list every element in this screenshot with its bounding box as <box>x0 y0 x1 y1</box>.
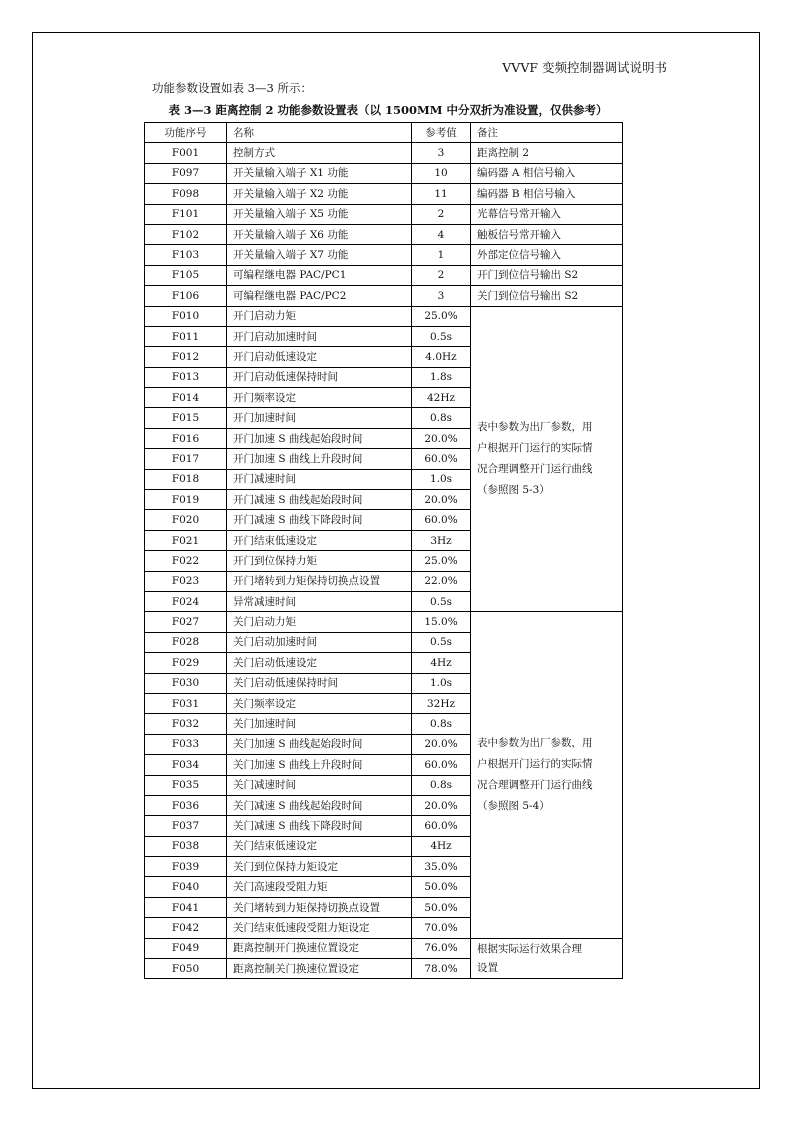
param-value: 35.0% <box>412 857 471 877</box>
param-code: F022 <box>145 551 227 571</box>
param-note: 编码器 B 相信号输入 <box>471 184 623 204</box>
note-line: （参照图 5-3） <box>477 483 550 496</box>
table-row <box>145 143 623 163</box>
column-header-value: 参考值 <box>412 123 471 143</box>
param-code: F029 <box>145 653 227 673</box>
param-code: F101 <box>145 204 227 224</box>
note-line: 户根据开门运行的实际情 <box>477 758 593 770</box>
note-line: 况合理调整开门运行曲线 <box>477 779 593 791</box>
table-row <box>145 224 623 244</box>
param-name: 可编程继电器 PAC/PC1 <box>227 265 412 285</box>
param-code: F015 <box>145 408 227 428</box>
param-value: 50.0% <box>412 897 471 917</box>
param-note: 距离控制 2 <box>471 143 623 163</box>
param-name: 开门加速 S 曲线上升段时间 <box>227 449 412 469</box>
table-caption: 表 3—3 距离控制 2 功能参数设置表（以 1500MM 中分双折为准设置，仅供参考） <box>168 103 608 117</box>
param-name: 距离控制开门换速位置设定 <box>227 938 412 958</box>
param-code: F032 <box>145 714 227 734</box>
table-row <box>145 306 623 326</box>
param-name: 关门结束低速段受阻力矩设定 <box>227 918 412 938</box>
param-value: 10 <box>412 163 471 183</box>
param-code: F103 <box>145 245 227 265</box>
param-value: 15.0% <box>412 612 471 632</box>
param-code: F042 <box>145 918 227 938</box>
param-name: 开关量输入端子 X1 功能 <box>227 163 412 183</box>
param-value: 0.5s <box>412 326 471 346</box>
param-value: 25.0% <box>412 306 471 326</box>
merged-note <box>471 306 623 612</box>
param-code: F031 <box>145 693 227 713</box>
param-code: F027 <box>145 612 227 632</box>
param-name: 开门减速 S 曲线下降段时间 <box>227 510 412 530</box>
param-code: F033 <box>145 734 227 754</box>
param-value: 2 <box>412 265 471 285</box>
param-value: 4.0Hz <box>412 347 471 367</box>
note-line: 根据实际运行效果合理 <box>477 942 582 955</box>
param-value: 20.0% <box>412 795 471 815</box>
document-header: VVVF 变频控制器调试说明书 <box>502 60 667 75</box>
param-name: 开门结束低速设定 <box>227 530 412 550</box>
param-code: F028 <box>145 632 227 652</box>
param-value: 42Hz <box>412 388 471 408</box>
param-value: 60.0% <box>412 449 471 469</box>
table-row <box>145 286 623 306</box>
param-code: F037 <box>145 816 227 836</box>
param-code: F035 <box>145 775 227 795</box>
param-name: 开门启动低速保持时间 <box>227 367 412 387</box>
param-name: 关门减速 S 曲线起始段时间 <box>227 795 412 815</box>
param-value: 1.0s <box>412 469 471 489</box>
param-value: 4Hz <box>412 653 471 673</box>
param-value: 78.0% <box>412 959 471 979</box>
param-value: 76.0% <box>412 938 471 958</box>
param-note: 编码器 A 相信号输入 <box>471 163 623 183</box>
note-line: 户根据开门运行的实际情 <box>477 441 593 454</box>
param-code: F039 <box>145 857 227 877</box>
column-header-note: 备注 <box>471 123 623 143</box>
param-note: 触板信号常开输入 <box>471 224 623 244</box>
param-note: 开门到位信号输出 S2 <box>471 265 623 285</box>
table-row <box>145 938 623 958</box>
param-value: 32Hz <box>412 693 471 713</box>
param-name: 开关量输入端子 X2 功能 <box>227 184 412 204</box>
param-name: 异常减速时间 <box>227 591 412 611</box>
param-name: 开门启动力矩 <box>227 306 412 326</box>
param-code: F020 <box>145 510 227 530</box>
param-name: 距离控制关门换速位置设定 <box>227 959 412 979</box>
param-value: 20.0% <box>412 734 471 754</box>
param-value: 2 <box>412 204 471 224</box>
param-value: 3 <box>412 286 471 306</box>
param-name: 关门启动加速时间 <box>227 632 412 652</box>
note-line: 表中参数为出厂参数，用 <box>477 420 593 433</box>
param-name: 关门加速 S 曲线上升段时间 <box>227 755 412 775</box>
param-name: 关门减速时间 <box>227 775 412 795</box>
param-name: 控制方式 <box>227 143 412 163</box>
param-name: 开关量输入端子 X7 功能 <box>227 245 412 265</box>
param-name: 关门高速段受阻力矩 <box>227 877 412 897</box>
param-value: 3Hz <box>412 530 471 550</box>
merged-note <box>471 938 623 979</box>
param-code: F001 <box>145 143 227 163</box>
param-code: F102 <box>145 224 227 244</box>
param-value: 20.0% <box>412 428 471 448</box>
table-row <box>145 265 623 285</box>
param-value: 22.0% <box>412 571 471 591</box>
param-code: F017 <box>145 449 227 469</box>
parameter-table <box>144 122 623 979</box>
param-name: 关门启动低速设定 <box>227 653 412 673</box>
param-value: 70.0% <box>412 918 471 938</box>
param-code: F098 <box>145 184 227 204</box>
param-code: F036 <box>145 795 227 815</box>
column-header-name: 名称 <box>227 123 412 143</box>
note-line: 表中参数为出厂参数，用 <box>477 737 593 749</box>
param-value: 3 <box>412 143 471 163</box>
param-value: 20.0% <box>412 490 471 510</box>
note-line: （参照图 5-4） <box>477 800 550 812</box>
param-value: 1 <box>412 245 471 265</box>
param-value: 0.5s <box>412 591 471 611</box>
note-line: 设置 <box>477 961 498 974</box>
intro-text: 功能参数设置如表 3—3 所示： <box>152 81 312 95</box>
param-code: F010 <box>145 306 227 326</box>
param-name: 开关量输入端子 X5 功能 <box>227 204 412 224</box>
param-name: 关门启动低速保持时间 <box>227 673 412 693</box>
table-row <box>145 612 623 632</box>
param-name: 可编程继电器 PAC/PC2 <box>227 286 412 306</box>
param-code: F106 <box>145 286 227 306</box>
param-value: 0.8s <box>412 714 471 734</box>
param-name: 关门结束低速设定 <box>227 836 412 856</box>
table-row <box>145 204 623 224</box>
param-value: 60.0% <box>412 510 471 530</box>
table-row <box>145 245 623 265</box>
param-name: 开门到位保持力矩 <box>227 551 412 571</box>
param-value: 0.8s <box>412 408 471 428</box>
note-line: 况合理调整开门运行曲线 <box>477 462 593 475</box>
param-code: F012 <box>145 347 227 367</box>
param-code: F014 <box>145 388 227 408</box>
param-value: 25.0% <box>412 551 471 571</box>
param-name: 开门减速时间 <box>227 469 412 489</box>
param-name: 开关量输入端子 X6 功能 <box>227 224 412 244</box>
table-row <box>145 163 623 183</box>
param-name: 关门频率设定 <box>227 693 412 713</box>
param-code: F019 <box>145 490 227 510</box>
param-code: F049 <box>145 938 227 958</box>
param-value: 0.8s <box>412 775 471 795</box>
param-name: 开门加速时间 <box>227 408 412 428</box>
param-name: 开门启动低速设定 <box>227 347 412 367</box>
param-name: 关门加速时间 <box>227 714 412 734</box>
param-name: 关门减速 S 曲线下降段时间 <box>227 816 412 836</box>
param-code: F041 <box>145 897 227 917</box>
param-code: F097 <box>145 163 227 183</box>
param-code: F034 <box>145 755 227 775</box>
param-value: 1.0s <box>412 673 471 693</box>
param-code: F038 <box>145 836 227 856</box>
param-name: 关门到位保持力矩设定 <box>227 857 412 877</box>
param-code: F016 <box>145 428 227 448</box>
param-name: 关门加速 S 曲线起始段时间 <box>227 734 412 754</box>
param-note: 外部定位信号输入 <box>471 245 623 265</box>
param-value: 4 <box>412 224 471 244</box>
table-header-row <box>145 123 623 143</box>
param-code: F050 <box>145 959 227 979</box>
param-code: F013 <box>145 367 227 387</box>
param-code: F040 <box>145 877 227 897</box>
param-value: 60.0% <box>412 755 471 775</box>
column-header-code: 功能序号 <box>145 123 227 143</box>
param-name: 开门频率设定 <box>227 388 412 408</box>
param-code: F011 <box>145 326 227 346</box>
param-code: F105 <box>145 265 227 285</box>
param-name: 开门减速 S 曲线起始段时间 <box>227 490 412 510</box>
param-value: 4Hz <box>412 836 471 856</box>
param-code: F023 <box>145 571 227 591</box>
param-value: 0.5s <box>412 632 471 652</box>
param-code: F024 <box>145 591 227 611</box>
param-name: 开门启动加速时间 <box>227 326 412 346</box>
table-row <box>145 184 623 204</box>
param-name: 开门加速 S 曲线起始段时间 <box>227 428 412 448</box>
merged-note <box>471 612 623 938</box>
param-note: 关门到位信号输出 S2 <box>471 286 623 306</box>
param-code: F021 <box>145 530 227 550</box>
table-body <box>145 143 623 979</box>
param-note: 光幕信号常开输入 <box>471 204 623 224</box>
param-name: 开门堵转到力矩保持切换点设置 <box>227 571 412 591</box>
param-value: 50.0% <box>412 877 471 897</box>
param-value: 11 <box>412 184 471 204</box>
param-code: F018 <box>145 469 227 489</box>
param-value: 60.0% <box>412 816 471 836</box>
param-code: F030 <box>145 673 227 693</box>
param-value: 1.8s <box>412 367 471 387</box>
param-name: 关门启动力矩 <box>227 612 412 632</box>
param-name: 关门堵转到力矩保持切换点设置 <box>227 897 412 917</box>
